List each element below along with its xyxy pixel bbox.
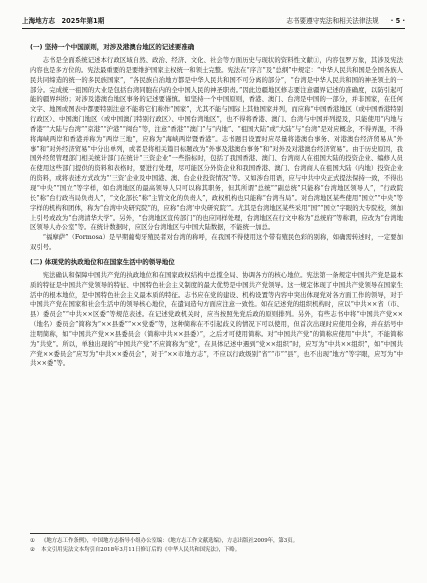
article-running-title: 志书要遵守宪法和相关法律法规 [286,17,379,25]
page-number: · 5 · [390,17,405,25]
section-heading: (一) 坚持一个中国原则，对涉及港澳台地区的记述要准确 [30,43,195,51]
footnote [30,537,403,546]
running-header [22,14,405,29]
journal-name: 上海地方志 2025年第1期 [22,17,105,25]
footnotes [30,533,403,555]
footnote-mark: ① [30,538,35,544]
footnote-divider [30,533,140,534]
footnote [30,546,403,555]
footnote-text: 本文引用宪法文本均引自2018年3月11日修订后的《中华人民共和国宪法》，下略。 [41,547,241,553]
footnote-mark: ② [30,547,35,553]
header-right [286,14,405,28]
body-paragraph: 宪法确认和保障中国共产党的执政地位和在国家政权结构中总揽全局、协调各方的核心地位。宪法第一条规定中国共产党是最本质的特征是中国共产党领导的特征、中国特色社会主义制度的最大优势是中国共产党领导。这一规定体现了中国共产党领导在国家生活中的根本地位，是中国特色社会主义最本质的特征。志书应在党的建设、机构设置等内容中突出体现党对各方面工作的领导，对于中国共产党在国家和社会生活中的领导核心地位，在遣词造句方面应注意一致性。如在记述党的组织机构时，应以“中共××省（市、县）委员会”“中共××区委”等规范表述。在记述党政机关时，应当按照先党后政的原则排列。另外，有些志书中将“中国共产党××（地名）委员会”简称为“××县委”“××党委”等，这种简称在不引起歧义的情况下可以使用，但首次出现时应使用全称，并在括号中注明简称，如“中国共产党××县委员会（简称中共××县委）”，之后才可使用简称。对“中国共产党”的简称应使用“中共”，不能简称为“共党”。所以，单独出现的“中国共产党”不应简称为“党”，在具体记述中遇到“党××组织”时，应写为“中共××组织”，如“中国共产党××委员会”应写为“中共××委员会”，对于“××市地方志”，不应以行政级别“省”“市”“县”，也不出现“地方”等字眼，应写为“中共××委”等。 [30,271,403,368]
body-paragraph: “福摩萨”（Formosa）是早期葡萄牙殖民者对台湾的称呼，在我国不得使用这个带有殖民色彩的别称，如确需转述时，一定要加双引号。 [30,234,403,252]
article-body [30,41,403,369]
footnote-text: 《地方志工作条例》，中国地方志指导小组办公室编：《地方志工作文献选编》，方志出版社2009年，第3页。 [41,538,299,544]
section-heading: (二) 体现党的执政地位和在国家生活中的领导地位 [30,257,175,266]
body-paragraph: 志书是全面系统记述本行政区域自然、政治、经济、文化、社会等方面历史与现状的资料性文献①，内容包罗万象，其涉及宪法内容也是多方位的。宪法最重要的是要维护国家主权统一和领土完整。宪法在“序言”及“总纲”中规定：“中华人民共和国是全国各族人民共同缔造的统一的多民族国家”，“各民族自治地方都是中华人民共和国不可分离的部分”，“台湾是中华人民共和国的神圣领土的一部分。完成统一祖国的大业是包括台湾同胞在内的全中国人民的神圣职责。”因此边疆地区修志要注意疆界记述的准确度，以防引起可能的疆界纠纷；对涉及港澳台地区事务的记述要谨慎。如坚持一个中国原则，香港、澳门、台湾是中国的一部分，并非国家，在任何文字、地图或图表中都要特别注意不能将它们称作“国家”，尤其不能与国际上其他国家并列，而应称“中国香港地区（或中国香港特别行政区）、中国澳门地区（或中国澳门特别行政区）、中国台湾地区”，也不得将香港、澳门、台湾与中国并列提及，只能使用“内地与香港”“大陆与台湾”“京港”“沪港”“闽台”等，注意“香港”“澳门”与“内地”、“祖国大陆”或“大陆”与“台湾”是对应概念，不得弄混，不得将海峡两岸和香港并称为“两岸三地”，应称为“海峡两岸暨香港”。志书题目设置时应尽量将港澳台事务、对港澳台经济贸易从“外事”和“对外经济贸易”中分出单列，或者是将相关篇目标题改为“外事及港澳台事务”和“对外及对港澳台经济贸易”。由于历史原因，我国外经贸管理部门相关统计部门在统计“三资企业”一些指标时，包括了我国香港、澳门、台湾商人在祖国大陆的投资企业、编修人员在使用这些部门提供的资料和表格时，要进行处理，尽可能区分外资企业和我国香港、澳门、台湾商人在祖国大陆（内地）投资企业的资料，或将表述方式改为“‘三资’企业及中国港、澳、台企业投资情况”等。又如涉台用语，应与中共中央正式提法保持一致，不得出现“中央”“国立”等字样，如台湾地区的最高领导人只可以称其职务，但其所谓“总统”“副总统”只能称“台湾地区领导人”，“行政院长”称“台行政当局负责人”，“文化部长”称“主管文化的负责人”，政权机构也只能称“台湾当局”。对台湾地区某些使用“国立”“中央”等字样的机构和团体，称为“台湾中央研究院”的，应称“台湾‘中央研究院’”。尤其是台湾地区某些采用“国”“国立”字眼的大专院校，须加上引号或改为“台湾清华大学”。另外，“台湾地区宣传部门”的也应同样处理，台湾地区在行文中称为“总统府”等称谓，应改为“台湾地区领导人办公室”等。在统计数据时，应区分台湾地区与中国大陆数据，不能统一加总。 [30,57,403,232]
